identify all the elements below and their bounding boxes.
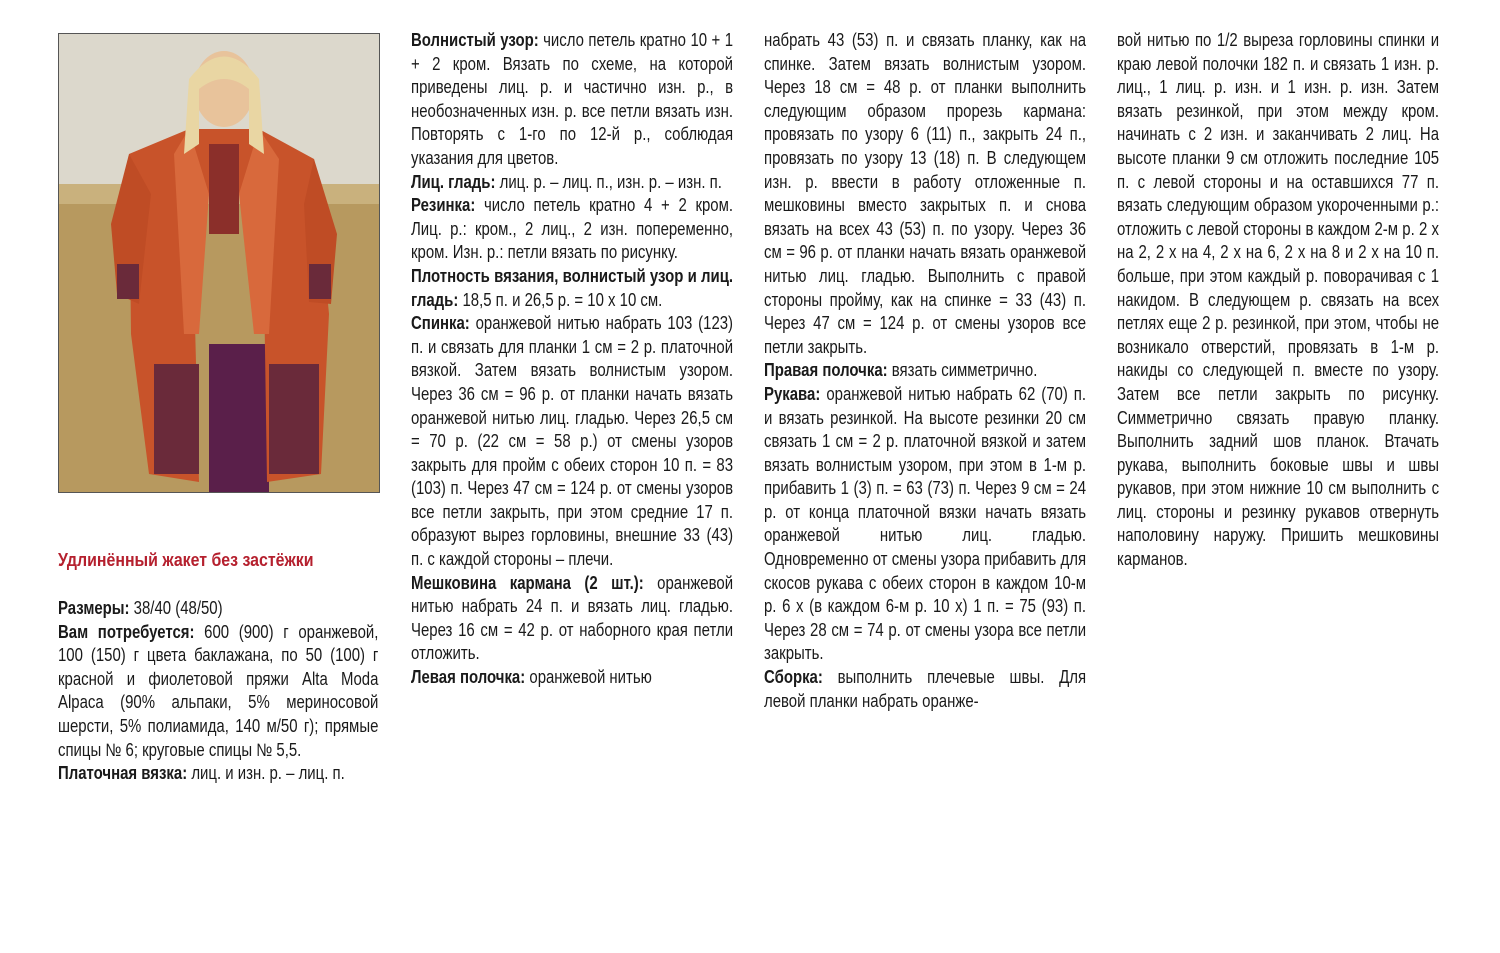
paragraph-text: лиц. и изн. р. – лиц. п. xyxy=(187,763,345,784)
paragraph-text: оранжевой нитью набрать 62 (70) п. и вязать резинкой. На высоте резинки 20 см связать 1 см = 2 р. платочной вязкой и затем вязать волнистым узором, при этом в 1-м р. прибавить 1 (3) п. = 63 (73) п. Через 9 см = 24 р. от конца платочной вязки начать вязать оранжевой нитью лиц. гладью. Одновременно от смены узора прибавить для скосов рукава с обеих сторон в каждом 10-м р. 6 х (в каждом 6-м р. 10 х) 1 п. = 75 (93) п. Через 28 см = 74 р. от смены узора все петли закрыть. xyxy=(764,383,1087,664)
paragraph-text: оранжевой нитью xyxy=(525,667,652,688)
paragraph-text: 18,5 п. и 26,5 р. = 10 x 10 см. xyxy=(458,289,663,310)
paragraph-text: 600 (900) г оранжевой, 100 (150) г цвета баклажана, по 50 (100) г красной и фиолетовой пряжи Alta Moda Alpaca (90% альпаки, 5% мериносовой шерсти, 5% полиамида, 140 м/50 г); прямые спицы № 6; круговые спицы № 5,5. xyxy=(58,621,379,760)
paragraph xyxy=(411,194,733,265)
paragraph-heading: Левая полочка: xyxy=(411,667,526,688)
paragraph xyxy=(764,29,1086,359)
paragraph-heading: Платочная вязка: xyxy=(58,763,188,784)
paragraph-heading: Мешковина кармана (2 шт.): xyxy=(411,572,644,593)
model-photo xyxy=(58,33,380,493)
paragraph-heading: Сборка: xyxy=(764,667,823,688)
paragraph-text: набрать 43 (53) п. и связать планку, как на спинке. Затем вязать волнистым узором. Через 18 см = 48 р. от планки выполнить следующим образом прорезь кармана: провязать по узору 6 (11) п., закрыть 24 п., провязать по узору 13 (18) п. В следующем изн. р. ввести в работу отложенные п. мешковины вместо закрытых п. и снова вязать на всех 43 (53) п. по узору. Через 36 см = 96 р. от планки начать вязать оранжевой нитью лиц. гладью. Выполнить с правой стороны пройму, как на спинке = 33 (43) п. Через 47 см = 124 р. от смены узоров все петли закрыть. xyxy=(764,30,1087,357)
paragraph xyxy=(58,621,378,763)
paragraph-heading: Размеры: xyxy=(58,598,130,618)
paragraph xyxy=(411,171,733,195)
paragraph-text: оранжевой нитью набрать 103 (123) п. и связать для планки 1 см = 2 р. платочной вязкой. Затем вязать волнистым узором. Через 36 см = 96 р. от планки начать вязать оранжевой нитью лиц. гладью. Через 26,5 см = 70 р. (22 см = 58 р.) от смены узоров закрыть для пройм с обеих сторон 10 п. = 83 (103) п. Через 47 см = 124 р. от смены узоров все петли закрыть, при этом средние 17 п. образуют вырез горловины, внешние 33 (43) п. с каждой стороны – плечи. xyxy=(411,313,734,570)
paragraph-heading: Правая полочка: xyxy=(764,360,888,381)
paragraph-heading: Рукава: xyxy=(764,383,821,404)
paragraph xyxy=(411,666,733,690)
text-column-2 xyxy=(411,29,733,690)
paragraph-text: число петель кратно 10 + 1 + 2 кром. Вязать по схеме, на которой приведены лиц. р. и частично изн. р., в необозначенных изн. р. все петли вязать изн. Повторять с 1-го по 12-й р., соблюдая указания для цветов. xyxy=(411,30,734,168)
paragraph-text: вой нитью по 1/2 выреза горловины спинки и краю левой полочки 182 п. и связать 1 изн. р. лиц., 1 лиц. р. изн. и 1 изн. р. изн. Затем вязать резинкой, при этом между кром. начинать с 2 изн. и заканчивать 2 лиц. На высоте планки 9 см отложить последние 105 п. с левой стороны и на оставшихся 77 п. вязать следующим образом укороченными р.: отложить с левой стороны в каждом 2-м р. 2 х на 2, 2 х на 4, 2 х на 6, 2 х на 8 и 2 х на 10 п. больше, при этом каждый р. поворачивая с 1 накидом. В следующем р. связать на всех петлях еще 2 р. резинкой, при этом, чтобы не возникало отверстий, провязать в 1-м р. накиды со следующей п. вместе по узору. Затем все петли закрыть по рисунку. Симметрично связать правую планку. Выполнить задний шов планок. Втачать рукава, выполнить боковые швы и швы рукавов, при этом нижние 10 см выполнить с лиц. стороны и резинку рукавов отвернуть наполовину наружу. Пришить мешковины карманов. xyxy=(1117,30,1440,570)
paragraph-text: 38/40 (48/50) xyxy=(129,598,223,618)
paragraph-text: вязать симметрично. xyxy=(887,360,1038,381)
paragraph xyxy=(58,597,378,621)
paragraph xyxy=(411,29,733,171)
paragraph xyxy=(1117,29,1439,572)
paragraph xyxy=(411,265,733,312)
paragraph xyxy=(764,383,1086,666)
paragraph-text: выполнить плечевые швы. Для левой планки набрать оранже- xyxy=(764,667,1087,711)
article-title: Удлинённый жакет без застёжки xyxy=(58,549,314,570)
paragraph-text: оранжевой нитью набрать 24 п. и вязать лиц. гладью. Через 16 см = 42 р. от наборного края петли отложить. xyxy=(411,572,734,664)
paragraph xyxy=(411,572,733,666)
text-column-3 xyxy=(764,29,1086,713)
paragraph-heading: Вам потребуется: xyxy=(58,621,195,642)
paragraph-text: лиц. р. – лиц. п., изн. р. – изн. п. xyxy=(495,171,722,192)
text-column-1 xyxy=(58,597,378,786)
paragraph xyxy=(58,762,378,786)
paragraph-heading: Волнистый узор: xyxy=(411,30,539,50)
paragraph-heading: Плотность вязания, волнистый узор и лиц. гладь: xyxy=(411,265,734,310)
paragraph-heading: Спинка: xyxy=(411,313,470,334)
text-column-4 xyxy=(1117,29,1439,572)
paragraph xyxy=(764,666,1086,713)
jacket-illustration xyxy=(59,34,379,492)
paragraph-heading: Лиц. гладь: xyxy=(411,171,496,192)
paragraph xyxy=(764,359,1086,383)
paragraph-heading: Резинка: xyxy=(411,195,476,216)
paragraph-text: число петель кратно 4 + 2 кром. Лиц. р.: кром., 2 лиц., 2 изн. попеременно, кром. Изн. р.: петли вязать по рисунку. xyxy=(411,195,734,263)
paragraph xyxy=(411,312,733,572)
